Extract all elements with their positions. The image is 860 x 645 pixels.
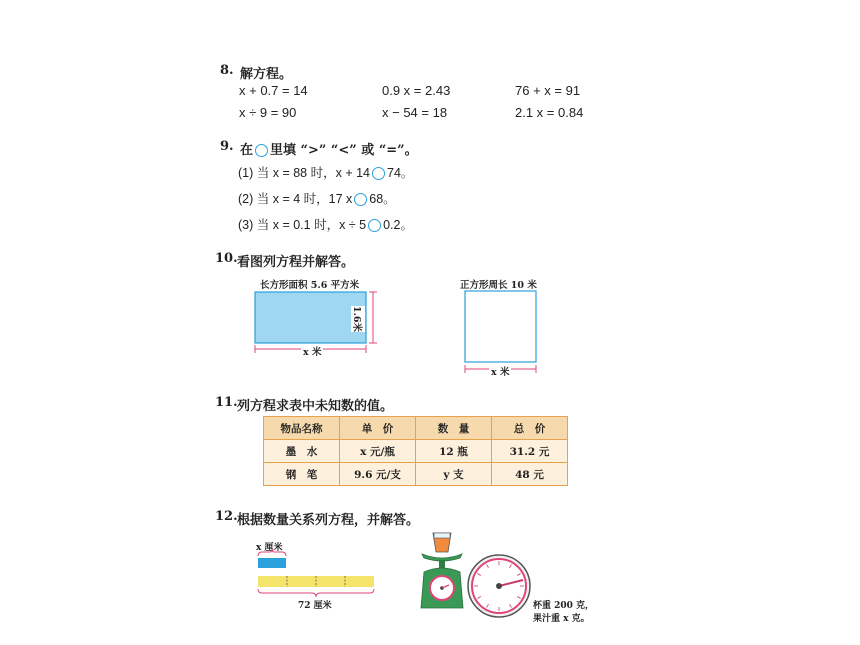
table-header: 物品名称 <box>264 417 340 440</box>
rect-side-label: 1.6米 <box>351 306 365 332</box>
q12-title: 根据数量关系列方程，并解答。 <box>237 513 420 528</box>
table-cell: 墨 水 <box>264 440 340 463</box>
q9-item-2-text: (2) 当 x = 4 时，17 x <box>238 192 353 206</box>
q9-item-2-tail: 68。 <box>369 192 396 206</box>
square-figure <box>460 288 542 376</box>
table-header: 总 价 <box>492 417 568 440</box>
q10-title: 看图列方程并解答。 <box>237 255 355 270</box>
q11-number: 11. <box>215 395 238 410</box>
table-cell: 9.6 元/支 <box>340 463 416 486</box>
price-table <box>263 416 568 486</box>
q9-item-3-text: (3) 当 x = 0.1 时，x ÷ 5 <box>238 218 367 232</box>
table-row <box>264 440 568 463</box>
kitchen-scale-icon <box>416 530 468 612</box>
q9-item-1-tail: 74。 <box>387 166 414 180</box>
table-header: 单 价 <box>340 417 416 440</box>
q8-title: 解方程。 <box>240 67 293 82</box>
table-cell: 48 元 <box>492 463 568 486</box>
blank-circle-icon <box>255 144 268 157</box>
q9-title <box>240 139 418 158</box>
rect-bottom-label: x 米 <box>301 344 323 358</box>
q8-eq-5: x − 54 = 18 <box>382 105 448 120</box>
rect-caption: 长方形面积 5.6 平方米 <box>260 280 360 291</box>
answer-circle-2[interactable] <box>354 193 367 206</box>
table-cell: x 元/瓶 <box>340 440 416 463</box>
q8-eq-6: 2.1 x = 0.84 <box>515 105 584 120</box>
q9-number: 9. <box>220 139 234 154</box>
square-caption: 正方形周长 10 米 <box>460 280 537 291</box>
q9-item-3 <box>238 215 413 233</box>
table-row <box>264 463 568 486</box>
table-cell: y 支 <box>416 463 492 486</box>
q8-eq-4: x ÷ 9 = 90 <box>239 105 297 120</box>
q12-note-line2: 果汁重 x 克。 <box>533 614 590 624</box>
q12-number: 12. <box>215 509 238 524</box>
scale-dial-icon <box>466 553 532 619</box>
q9-title-post: 里填 “>” “<” 或 “=”。 <box>270 143 418 158</box>
q9-item-3-tail: 0.2。 <box>383 218 413 232</box>
q10-number: 10. <box>215 251 238 266</box>
table-cell: 12 瓶 <box>416 440 492 463</box>
square-bottom-label: x 米 <box>489 364 511 378</box>
table-header-row <box>264 417 568 440</box>
q9-item-2 <box>238 189 396 207</box>
q9-item-1-text: (1) 当 x = 88 时，x + 14 <box>238 166 370 180</box>
table-cell: 31.2 元 <box>492 440 568 463</box>
table-header: 数 量 <box>416 417 492 440</box>
bar-total-label: 72 厘米 <box>298 601 332 611</box>
q12-note-line1: 杯重 200 克， <box>533 601 595 611</box>
bar-top-label: x 厘米 <box>256 543 283 553</box>
q11-title: 列方程求表中未知数的值。 <box>237 399 394 414</box>
table-cell: 钢 笔 <box>264 463 340 486</box>
answer-circle-3[interactable] <box>368 219 381 232</box>
answer-circle-1[interactable] <box>372 167 385 180</box>
q8-eq-1: x + 0.7 = 14 <box>239 83 308 98</box>
q8-eq-2: 0.9 x = 2.43 <box>382 83 451 98</box>
bar-diagram <box>252 548 380 598</box>
q9-item-1 <box>238 163 413 181</box>
q9-title-pre: 在 <box>240 143 254 158</box>
q8-number: 8. <box>220 63 234 78</box>
q8-eq-3: 76 + x = 91 <box>515 83 581 98</box>
